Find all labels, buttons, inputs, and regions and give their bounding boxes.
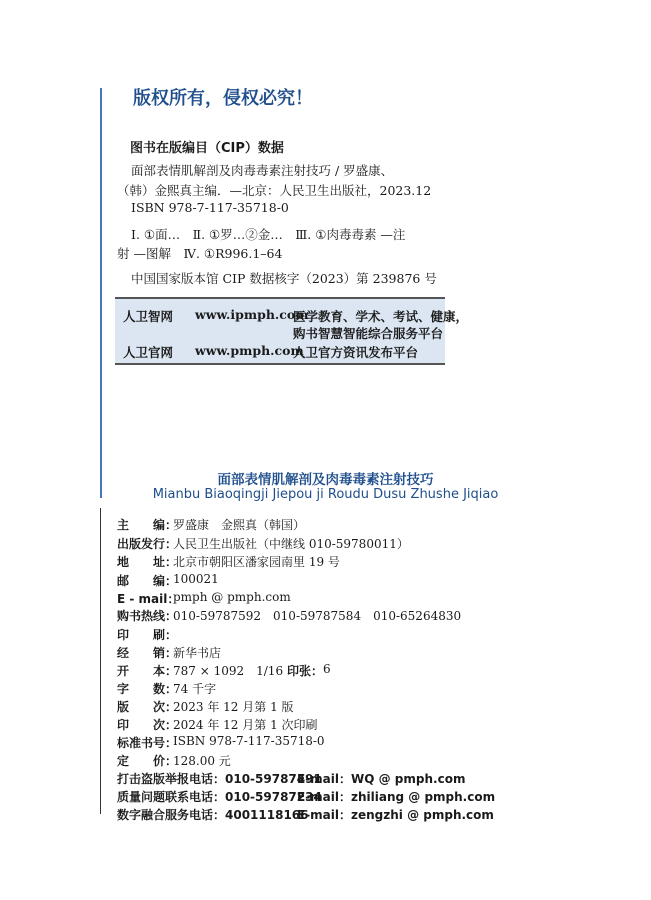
info-label: 出版发行： [117,537,178,551]
info-label: 标准书号： [117,736,178,750]
cip-title: 图书在版编目（CIP）数据 [130,141,284,156]
copyright-notice: 版权所有，侵权必究！ [133,88,313,109]
cip-line: （韩）金熙真主编．—北京：人民卫生出版社，2023.12 [117,183,432,198]
cip-line: 中国国家版本馆 CIP 数据核字（2023）第 239876 号 [131,271,437,286]
info-value: ISBN 978-7-117-35718-0 [173,734,325,748]
info-label: 经 销： [117,646,178,660]
website-desc: 医学教育、学术、考试、健康， [293,309,469,324]
book-title-cn: 面部表情肌解剖及肉毒毒素注射技巧 [217,472,434,488]
website-url[interactable]: www.pmph.com [195,343,304,358]
cip-line: ISBN 978-7-117-35718-0 [131,200,289,215]
info-value: 2024 年 12 月第 1 次印刷 [173,718,318,732]
info-label: 地 址： [117,555,178,569]
info-label: 印 刷： [117,628,178,642]
website-url[interactable]: www.ipmph.com [195,307,309,322]
cip-line: 射 —图解 Ⅳ. ①R996.1–64 [117,246,283,261]
info-value: 128.00 元 [173,754,231,768]
info-label: 印张： [287,664,324,678]
info-label: 印 次： [117,718,178,732]
info-label: 购书热线： [117,609,178,623]
info-value: 74 千字 [173,682,217,696]
info-value: 100021 [173,572,219,586]
info-value: 010-59787592 010-59787584 010-65264830 [173,609,462,623]
website-desc: 购书智慧智能综合服务平台 [293,326,444,341]
info-value: 新华书店 [173,646,222,660]
info-label: 字 数： [117,682,178,696]
contact-email[interactable]: E-mail：zengzhi @ pmph.com [297,808,494,822]
website-name: 人卫官网 [123,345,174,360]
info-label: 开 本： [117,664,178,678]
info-value: 北京市朝阳区潘家园南里 19 号 [173,555,340,569]
contact-phone: 数字融合服务电话：4001118166 [117,808,309,822]
book-title-pinyin: Mianbu Biaoqingji Jiepou ji Roudu Dusu Zhushe Jiqiao [152,487,499,502]
info-value: 6 [323,662,331,676]
contact-row [117,788,496,805]
cip-line: Ⅰ. ①面… Ⅱ. ①罗…②金… Ⅲ. ①肉毒毒素 —注 [131,227,406,242]
contact-row [117,806,494,823]
left-accent-rule [100,88,102,498]
contact-phone: 打击盗版举报电话：010-59787491 [117,772,322,786]
contact-phone: 质量问题联系电话：010-59787234 [117,790,322,804]
email-value[interactable]: pmph @ pmph.com [173,590,291,604]
info-value: 787 × 1092 1/16 [173,664,284,678]
left-info-rule [100,508,101,814]
info-value: 2023 年 12 月第 1 版 [173,700,294,714]
info-label: 邮 编： [117,574,178,588]
contact-row [117,770,466,787]
info-label: E - mail： [117,592,180,606]
website-desc: 人卫官方资讯发布平台 [293,345,419,360]
info-label: 定 价： [117,754,178,768]
info-value: 罗盛康 金熙真（韩国） [173,518,306,532]
cip-line: 面部表情肌解剖及肉毒毒素注射技巧 / 罗盛康、 [131,163,394,178]
info-value: 人民卫生出版社（中继线 010-59780011） [173,537,409,551]
contact-email[interactable]: E-mail：WQ @ pmph.com [297,772,466,786]
contact-email[interactable]: E-mail：zhiliang @ pmph.com [297,790,496,804]
website-info-box [115,297,469,365]
info-label: 版 次： [117,700,178,714]
info-label: 主 编： [117,518,178,532]
website-name: 人卫智网 [123,309,174,324]
